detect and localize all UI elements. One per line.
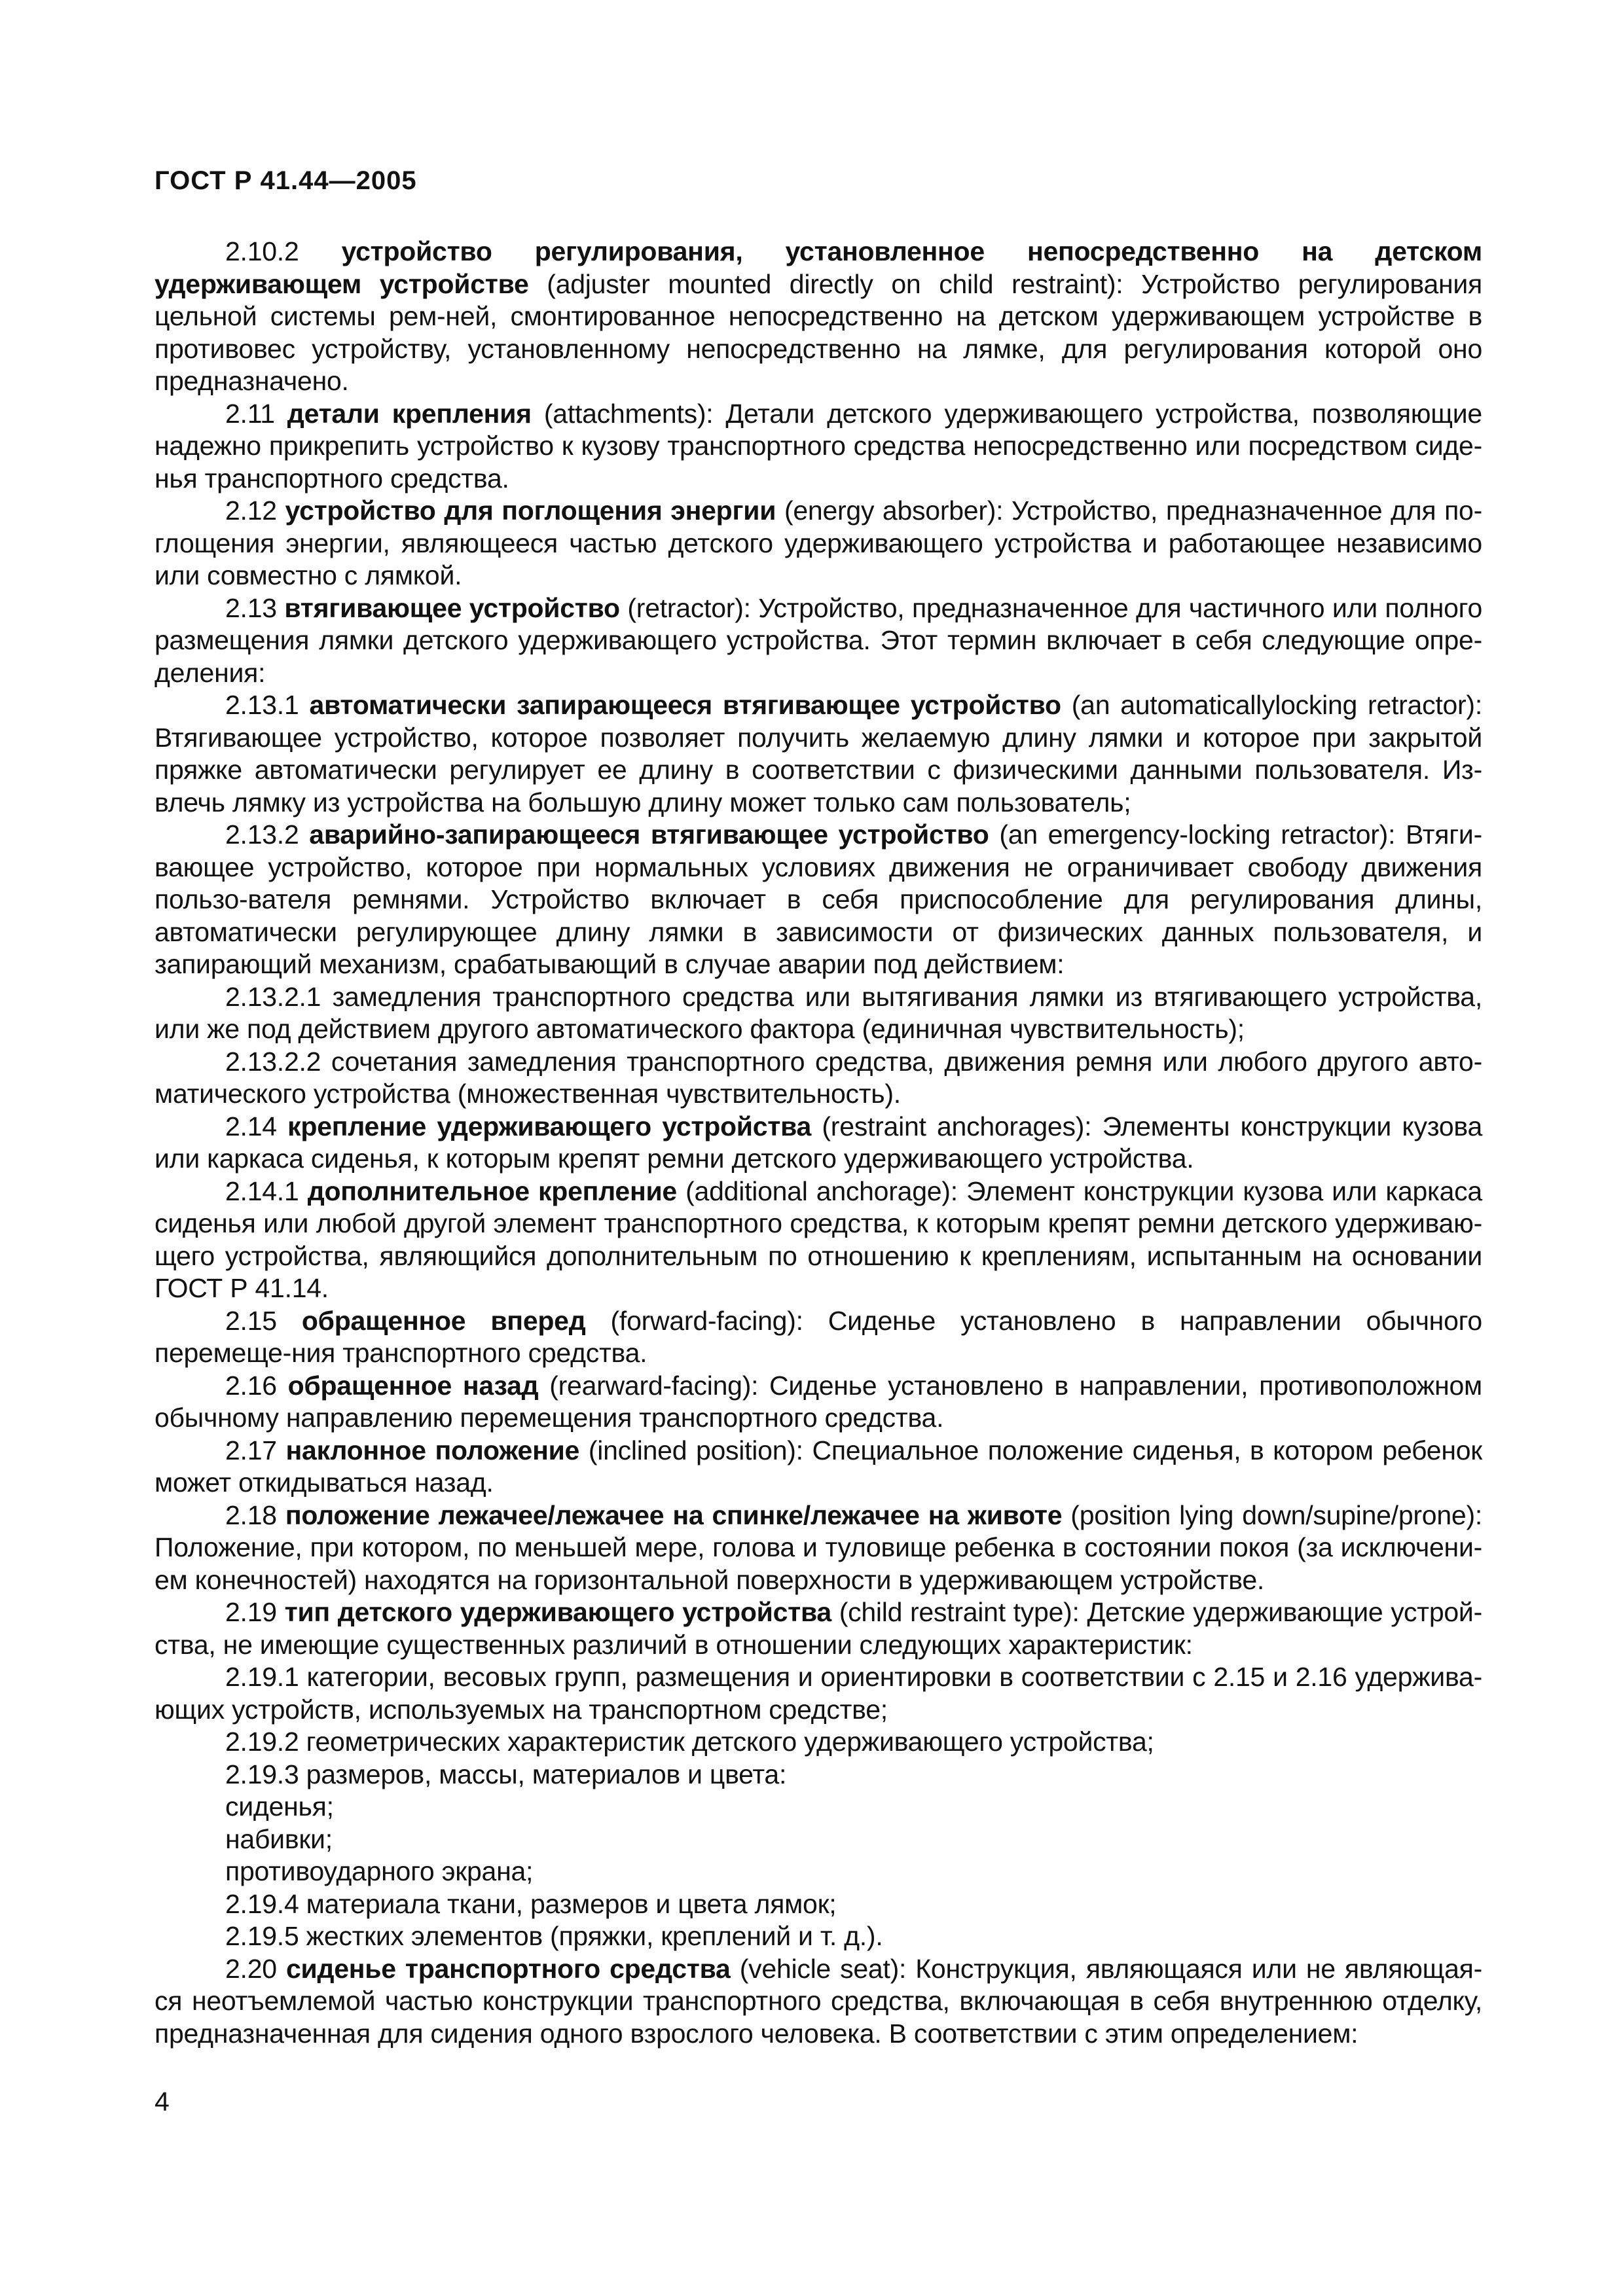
clause-number: 2.19.4: [225, 1888, 299, 1919]
document-header: ГОСТ Р 41.44—2005: [155, 166, 417, 195]
definition-text: (an emergency-locking retractor): Втяги-вающее устройство, которое при нормальных условиях движения не ограничивает свободу движения пользо-вателя ремнями. Устройство включает в себя приспособление для регулирования длины, автоматически регулирующее длину лямки в зависимости от физических данных пользователя, и запирающий механизм, срабатывающий в случае аварии под действием:: [155, 819, 1482, 979]
clause-number: 2.13.1: [225, 690, 299, 720]
definition-text: (vehicle seat): Конструкция, являющаяся или не являющая-ся неотъемлемой частью конструкции транспортного средства, включающая в себя внутреннюю отделку, предназначенная для сидения одного взрослого человека. В соответствии с этим определением:: [155, 1953, 1482, 2049]
clause-number: 2.17: [225, 1435, 277, 1465]
paragraph: [155, 1726, 1482, 1759]
clause-number: 2.20: [225, 1953, 277, 1984]
document-body: [155, 236, 1482, 2050]
definition-text: размеров, массы, материалов и цвета:: [299, 1759, 787, 1789]
paragraph: [155, 819, 1482, 981]
clause-number: 2.13.2: [225, 819, 299, 850]
list-item: [155, 1823, 1482, 1856]
definition-text: (position lying down/supine/prone): Положение, при котором, по меньшей мере, голова и туловище ребенка в состоянии покоя (за исключени-ем конечностей) находятся на горизонтальной поверхности в удерживающем устройстве.: [155, 1499, 1482, 1595]
clause-number: 2.16: [225, 1370, 277, 1401]
term: обращенное вперед: [301, 1305, 586, 1336]
clause-number: 2.13.2.2: [225, 1046, 321, 1077]
definition-text: (restraint anchorages): Элементы конструкции кузова или каркаса сиденья, к которым крепят ремни детского удерживающего устройства.: [155, 1111, 1482, 1174]
clause-number: 2.15: [225, 1305, 277, 1336]
definition-text: категории, весовых групп, размещения и ориентировки в соответствии с 2.15 и 2.16 удержива-ющих устройств, используемых на транспортном средстве;: [155, 1662, 1482, 1725]
clause-number: 2.12: [225, 495, 277, 526]
paragraph: [155, 398, 1482, 495]
term: тип детского удерживающего устройства: [284, 1597, 831, 1627]
paragraph: [155, 1370, 1482, 1435]
term: аварийно-запирающееся втягивающее устройство: [309, 819, 989, 850]
list-item: [155, 1856, 1482, 1888]
paragraph: [155, 1661, 1482, 1726]
definition-text: (inclined position): Специальное положение сиденья, в котором ребенок может откидываться назад.: [155, 1435, 1482, 1498]
paragraph: [155, 981, 1482, 1046]
definition-text: (rearward-facing): Сиденье установлено в направлении, противоположном обычному направлению перемещения транспортного средства.: [155, 1370, 1482, 1433]
definition-text: замедления транспортного средства или вытягивания лямки из втягивающего устройства, или же под действием другого автоматического фактора (единичная чувствительность);: [155, 981, 1482, 1044]
paragraph: [155, 495, 1482, 592]
definition-text: (attachments): Детали детского удерживающего устройства, позволяющие надежно прикрепить устройство к кузову транспортного средства непосредственно или посредством сиде-нья транспортного средства.: [155, 398, 1482, 493]
clause-number: 2.19: [225, 1597, 277, 1627]
paragraph: [155, 689, 1482, 819]
paragraph: [155, 1046, 1482, 1111]
paragraph: [155, 1305, 1482, 1370]
definition-text: (an automaticallylocking retractor): Втягивающее устройство, которое позволяет получить желаемую длину лямки и которое при закрытой пряжке автоматически регулирует ее длину в соответствии с физическими данными пользователя. Из-влечь лямку из устройства на большую длину может только сам пользователь;: [155, 690, 1482, 817]
term: автоматически запирающееся втягивающее устройство: [309, 690, 1061, 720]
clause-number: 2.13: [225, 592, 277, 623]
term: крепление удерживающего устройства: [287, 1111, 812, 1141]
list-item: [155, 1791, 1482, 1823]
clause-number: 2.19.3: [225, 1759, 299, 1789]
term: устройство регулирования, установленное непосредственно на детском удерживающем устройстве: [155, 236, 1482, 299]
definition-text: (retractor): Устройство, предназначенное для частичного или полного размещения лямки детского удерживающего устройства. Этот термин включает в себя следующие опре-деления:: [155, 592, 1482, 688]
clause-number: 2.19.5: [225, 1921, 299, 1951]
term: сиденье транспортного средства: [285, 1953, 731, 1984]
clause-number: 2.14: [225, 1111, 277, 1141]
term: дополнительное крепление: [307, 1175, 677, 1206]
clause-number: 2.19.1: [225, 1662, 299, 1692]
term: обращенное назад: [287, 1370, 539, 1401]
paragraph: [155, 1759, 1482, 1791]
definition-text: (additional anchorage): Элемент конструкции кузова или каркаса сиденья или любой другой элемент транспортного средства, к которым крепят ремни детского удерживаю-щего устройства, являющийся дополнительным по отношению к креплениям, испытанным на основании ГОСТ Р 41.14.: [155, 1175, 1482, 1303]
term: наклонное положение: [285, 1435, 580, 1465]
clause-number: 2.11: [225, 398, 275, 429]
definition-text: материала ткани, размеров и цвета лямок;: [299, 1888, 837, 1919]
list-item-text: набивки;: [225, 1823, 333, 1854]
term: положение лежачее/лежачее на спинке/лежачее на животе: [285, 1499, 1063, 1530]
paragraph: [155, 1175, 1482, 1305]
definition-text: (child restraint type): Детские удерживающие устрой-ства, не имеющие существенных различий в отношении следующих характеристик:: [155, 1597, 1482, 1660]
paragraph: [155, 592, 1482, 690]
paragraph: [155, 1596, 1482, 1661]
paragraph: [155, 1499, 1482, 1597]
term: детали крепления: [287, 398, 532, 429]
clause-number: 2.13.2.1: [225, 981, 321, 1012]
term: устройство для поглощения энергии: [285, 495, 776, 526]
paragraph: [155, 1888, 1482, 1921]
definition-text: (forward-facing): Сиденье установлено в направлении обычного перемеще-ния транспортного средства.: [155, 1305, 1482, 1368]
list-item-text: противоударного экрана;: [225, 1856, 534, 1886]
clause-number: 2.10.2: [225, 236, 299, 266]
paragraph: [155, 1111, 1482, 1175]
paragraph: [155, 1953, 1482, 2051]
paragraph: [155, 1435, 1482, 1499]
term: втягивающее устройство: [284, 592, 620, 623]
clause-number: 2.18: [225, 1499, 277, 1530]
paragraph: [155, 1920, 1482, 1953]
definition-text: (energy absorber): Устройство, предназначенное для по-глощения энергии, являющееся частью детского удерживающего устройства и работающее независимо или совместно с лямкой.: [155, 495, 1482, 590]
clause-number: 2.19.2: [225, 1727, 299, 1757]
page-number: 4: [155, 2087, 170, 2117]
clause-number: 2.14.1: [225, 1175, 299, 1206]
paragraph: [155, 236, 1482, 398]
definition-text: геометрических характеристик детского удерживающего устройства;: [299, 1727, 1154, 1757]
definition-text: сочетания замедления транспортного средства, движения ремня или любого другого авто-матического устройства (множественная чувствительность).: [155, 1046, 1482, 1109]
list-item-text: сиденья;: [225, 1791, 334, 1821]
definition-text: (adjuster mounted directly on child restraint): Устройство регулирования цельной системы рем-ней, смонтированное непосредственно на детском удерживающем устройстве в противовес устройству, установленному непосредственно на лямке, для регулирования которой оно предназначено.: [155, 268, 1483, 396]
definition-text: жестких элементов (пряжки, креплений и т. д.).: [299, 1921, 883, 1951]
